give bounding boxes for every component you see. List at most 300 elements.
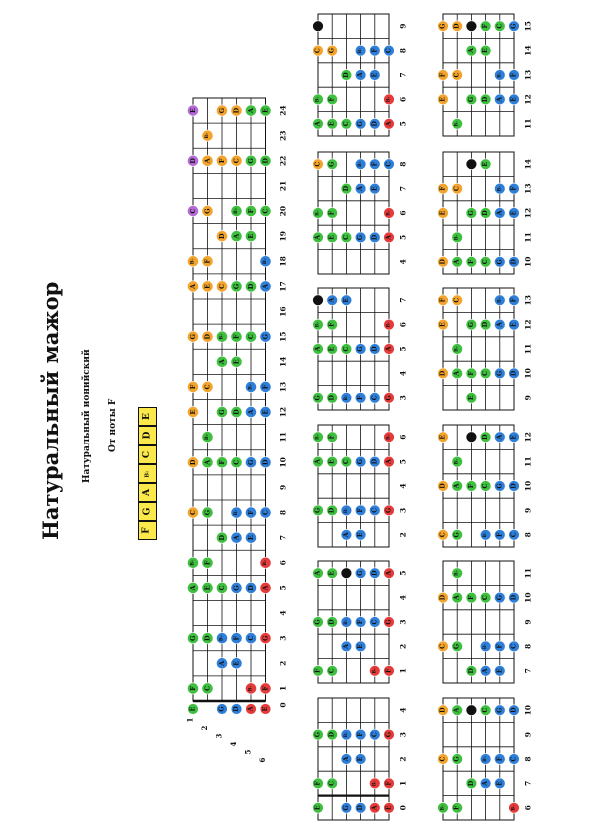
note-marker [313,232,324,243]
note-marker [384,729,395,740]
note-label: F [510,72,518,78]
fret-number: 13 [278,381,288,393]
note-marker [245,532,256,543]
note-marker [438,94,449,105]
fret-number: 10 [278,457,288,468]
note-label: B♭ [205,132,210,139]
note-label: D [233,706,240,712]
note-label: B♭ [248,383,254,390]
note-label: A [218,660,226,666]
note-marker [369,778,380,789]
note-marker [355,70,366,81]
note-label: C [482,259,490,265]
note-label: C [314,48,322,54]
note-label: C [328,668,336,674]
note-label: B♭ [483,756,489,762]
fret-number: 12 [523,319,533,330]
note-label: E [385,805,393,811]
note-label: G [357,121,365,127]
note-label: C [342,121,350,127]
note-marker [494,705,505,716]
note-marker [245,633,256,644]
note-marker [313,159,324,170]
note-label: B♭ [468,23,474,30]
note-label: D [314,297,322,303]
note-label: G [342,805,350,811]
note-marker [384,232,395,243]
note-marker [384,94,395,105]
note-marker [384,505,395,516]
note-label: C [189,510,197,516]
note-label: C [439,756,447,762]
note-label: D [510,259,518,265]
note-marker [494,319,505,330]
note-marker [452,568,463,579]
note-marker [438,705,449,716]
note-label: A [189,283,197,289]
position-diagram [438,561,533,683]
note-marker [494,641,505,652]
fret-number: 22 [278,155,288,167]
fret-number: 3 [398,507,408,514]
note-marker [313,21,324,32]
note-label: C [453,72,461,78]
note-marker [341,392,352,403]
note-marker [313,778,324,789]
note-label: F [314,781,322,786]
note-label: B♭ [386,210,392,216]
note-label: C [218,283,226,289]
fret-number: 9 [398,23,408,29]
fret-number: 6 [398,96,408,103]
page-subtitle: Натуральный ионийский [82,349,92,483]
note-marker [452,183,463,194]
note-marker [509,295,520,306]
note-label: D [371,458,379,465]
fret-number: 10 [523,256,533,268]
note-label: G [385,395,393,401]
note-marker [509,183,520,194]
fret-number: 15 [523,20,533,32]
note-label: C [453,186,461,192]
position-diagram [438,14,533,136]
note-label: F [218,158,226,164]
note-marker [260,582,271,593]
note-label: E [189,409,197,415]
note-label: B♭ [343,731,349,738]
note-marker [327,45,338,56]
note-marker [480,705,491,716]
note-label: D [439,483,447,489]
note-label: D [439,594,447,601]
note-label: G [314,507,322,514]
note-marker [313,392,324,403]
fret-number: 11 [278,431,288,443]
note-label: A [496,322,504,328]
note-marker [327,432,338,443]
note-marker [355,617,366,628]
note-label: C [189,208,197,214]
note-label: C [371,732,379,738]
note-marker [327,94,338,105]
fret-number: 6 [278,560,288,566]
note-marker [480,319,491,330]
note-label: G [203,509,212,516]
note-marker [452,592,463,603]
fret-number: 6 [398,434,408,440]
scale-note-label: B♭ [144,469,151,478]
note-marker [452,754,463,765]
note-marker [231,704,242,715]
note-marker [369,183,380,194]
note-marker [187,105,198,116]
note-marker [509,256,520,267]
note-marker [494,665,505,676]
diagram-frame [318,425,389,547]
note-label: A [314,121,322,127]
note-marker [494,529,505,540]
note-marker [245,683,256,694]
fret-number: 10 [523,704,533,716]
note-label: E [203,283,212,289]
note-marker [369,232,380,243]
note-marker [313,729,324,740]
note-label: F [467,259,475,265]
note-marker [313,118,324,129]
note-label: E [510,434,518,440]
note-label: A [357,72,365,78]
note-marker [355,118,366,129]
note-label: F [467,707,475,713]
note-label: A [385,570,393,576]
note-label: F [385,781,393,786]
note-marker [341,118,352,129]
note-marker [355,456,366,467]
note-marker [466,319,477,330]
note-marker [480,21,491,32]
note-marker [231,658,242,669]
note-label: E [496,668,504,674]
note-marker [355,45,366,56]
note-marker [202,381,213,392]
note-label: C [342,234,350,240]
note-marker [480,529,491,540]
fret-number: 0 [398,805,408,811]
note-label: F [371,48,379,53]
fret-number: 11 [523,118,533,130]
note-marker [260,704,271,715]
note-marker [452,232,463,243]
note-label: B♭ [263,559,268,566]
note-label: D [371,346,379,352]
note-marker [313,295,324,306]
scale-note-label: C [141,450,152,459]
note-label: G [261,635,270,641]
note-marker [509,481,520,492]
fret-number: 6 [523,805,533,811]
note-marker [260,633,271,644]
note-label: G [247,158,255,164]
string-number: 1 [185,717,195,723]
note-marker [202,507,213,518]
note-marker [245,105,256,116]
note-marker [452,456,463,467]
note-marker [480,368,491,379]
note-marker [452,481,463,492]
note-marker [369,70,380,81]
fret-number: 13 [523,69,533,81]
note-label: B♭ [343,507,349,514]
note-marker [452,368,463,379]
note-marker [509,529,520,540]
note-marker [327,159,338,170]
note-label: D [482,321,490,328]
note-label: B♭ [234,208,239,215]
fret-number: 4 [398,370,408,377]
note-marker [438,295,449,306]
note-label: F [496,532,504,538]
note-marker [466,432,477,443]
note-marker [187,256,198,267]
note-marker [494,295,505,306]
note-marker [466,481,477,492]
note-label: G [496,707,504,713]
string-number: 2 [200,725,209,731]
scale-note-label: F [141,527,152,534]
fret-number: 14 [278,356,288,368]
scale-note-label: E [142,413,152,420]
note-label: F [510,186,518,191]
fret-number: 10 [523,480,533,492]
note-marker [369,505,380,516]
note-marker [355,505,366,516]
note-marker [202,130,213,141]
fret-number: 3 [398,731,408,738]
note-marker [202,457,213,468]
note-marker [246,704,257,715]
note-label: F [328,97,336,102]
note-marker [313,505,324,516]
note-label: G [232,585,241,591]
note-label: C [510,643,518,649]
note-label: B♭ [315,321,321,328]
position-diagram [313,14,408,136]
note-label: G [189,333,197,340]
note-label: F [467,371,475,376]
note-marker [480,94,491,105]
note-marker [509,705,520,716]
note-marker [384,392,395,403]
note-marker [313,617,324,628]
note-marker [188,704,199,715]
fret-number: 23 [278,130,288,141]
note-marker [187,683,198,694]
note-marker [327,617,338,628]
string-number: 4 [229,741,238,747]
fret-number: 9 [523,507,533,514]
note-marker [216,356,227,367]
fret-number: 8 [523,643,533,650]
note-marker [231,356,242,367]
note-label: E [510,322,518,327]
note-marker [480,432,491,443]
position-diagram [313,698,408,820]
note-label: B♭ [263,258,268,265]
fret-number: 1 [398,668,408,674]
note-label: F [510,297,518,303]
fret-number: 5 [278,585,288,591]
note-label: A [453,259,461,265]
note-marker [327,208,338,219]
note-label: G [357,570,365,576]
note-label: D [328,731,336,738]
note-label: D [203,635,212,641]
note-marker [369,665,380,676]
note-label: D [439,707,447,713]
note-marker [202,557,213,568]
note-label: E [357,532,365,538]
note-label: D [510,594,518,601]
note-marker [187,582,198,593]
note-marker [327,456,338,467]
fret-number: 3 [278,635,288,641]
note-label: E [328,121,336,127]
note-marker [245,381,256,392]
note-marker [438,432,449,443]
note-marker [341,754,352,765]
note-marker [369,118,380,129]
note-label: F [482,23,490,29]
fret-number: 3 [398,395,408,401]
note-label: A [342,532,350,538]
note-marker [245,582,256,593]
note-label: D [510,370,518,377]
note-marker [452,295,463,306]
note-marker [231,231,242,242]
note-label: D [357,805,365,811]
note-marker [466,159,477,170]
fret-number: 0 [278,702,288,708]
fret-number: 20 [278,205,288,217]
note-label: C [453,297,461,303]
note-marker [187,205,198,216]
note-label: E [371,186,379,191]
note-label: E [439,210,447,216]
note-label: C [218,585,226,591]
note-label: G [385,507,393,514]
note-marker [260,406,271,417]
note-label: A [482,780,490,786]
note-marker [369,802,380,813]
note-marker [452,70,463,81]
fret-number: 15 [278,331,288,342]
note-label: E [232,359,241,365]
note-marker [466,256,477,267]
fret-number: 2 [398,643,408,650]
note-label: B♭ [454,120,460,127]
fret-number: 5 [398,458,408,465]
note-marker [438,21,449,32]
note-marker [509,70,520,81]
note-label: F [439,186,447,191]
note-label: G [357,458,365,465]
note-label: E [328,235,336,240]
note-label: F [496,644,504,649]
fret-number: 13 [523,183,533,194]
note-marker [260,683,271,694]
note-marker [384,456,395,467]
note-marker [216,155,227,166]
note-label: D [453,23,461,29]
note-marker [509,94,520,105]
note-marker [341,70,352,81]
note-marker [369,456,380,467]
note-label: A [232,233,241,239]
note-label: C [439,643,447,649]
note-marker [245,331,256,342]
note-label: B♭ [372,780,378,787]
fret-number: 12 [523,431,533,443]
fret-number: 4 [398,707,408,713]
fret-number: 8 [523,532,533,538]
note-label: B♭ [315,434,321,441]
fret-number: 1 [278,685,288,692]
note-label: C [371,507,379,513]
note-marker [327,778,338,789]
note-marker [509,641,520,652]
fret-number: 9 [278,484,288,491]
note-marker [509,802,520,813]
note-marker [216,105,227,116]
fret-number: 4 [398,594,408,601]
fret-number: 3 [398,619,408,625]
note-marker [480,481,491,492]
note-label: G [467,321,475,328]
note-label: A [385,121,393,127]
note-marker [187,331,198,342]
note-marker [452,705,463,716]
position-diagram [313,152,408,274]
note-label: D [510,483,518,489]
note-marker [313,802,324,813]
fret-number: 17 [278,281,288,292]
note-label: D [232,107,241,114]
note-label: B♭ [358,47,364,54]
note-label: G [467,96,475,103]
note-label: A [261,585,270,591]
note-label: G [439,23,447,29]
note-marker [369,45,380,56]
fret-number: 2 [398,532,408,538]
note-label: D [218,534,226,541]
note-label: F [467,483,475,489]
note-marker [438,481,449,492]
note-marker [245,205,256,216]
note-label: E [439,434,447,440]
note-label: F [232,635,241,641]
note-marker [355,641,366,652]
fret-number: 9 [523,619,533,625]
fret-number: 7 [523,780,533,787]
note-marker [480,778,491,789]
note-label: D [261,158,270,164]
note-marker [187,507,198,518]
note-label: G [232,283,241,290]
note-marker [480,665,491,676]
note-label: B♭ [497,297,503,304]
note-label: B♭ [372,667,378,674]
note-label: A [314,459,322,465]
